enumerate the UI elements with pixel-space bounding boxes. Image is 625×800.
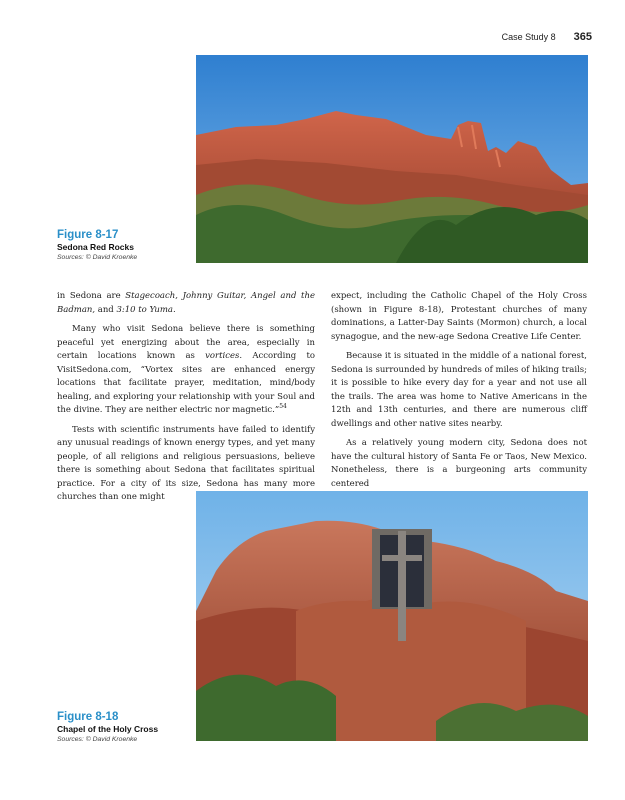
movie-titles: Stagecoach, Johnny Guitar, Angel and the Badman, [57, 291, 315, 315]
figure-label: Figure 8-17 [57, 229, 119, 241]
text-run: Many who visit Sedona believe there is something peaceful yet energizing about the area, especially in certain locations known as [57, 324, 315, 361]
body-column-left [57, 290, 315, 505]
paragraph: expect, including the Catholic Chapel of the Holy Cross (shown in Figure 8-18), Protestant churches of many dominations, a Latter-Day Saints (Mormon) church, a local synagogue, and the new-age Sedona Creative Life Center. [331, 291, 587, 342]
figure-8-18-caption [57, 711, 187, 744]
paragraph: Because it is situated in the middle of a national forest, Sedona is surrounded by hundreds of miles of hiking trails; it is possible to hike every day for a year and not use all the trails. The area was home to Native Americans in the 12th and 13th centuries, and there are numerous cliff dwellings and other native sites nearby. [331, 351, 587, 429]
text-run: and [95, 304, 117, 315]
figure-title: Sedona Red Rocks [57, 242, 134, 252]
figure-title: Chapel of the Holy Cross [57, 724, 159, 734]
chapel-illustration [196, 491, 588, 741]
paragraph [57, 290, 315, 317]
page-header [502, 31, 592, 43]
text-run: in Sedona are [57, 291, 126, 301]
red-rocks-illustration [196, 55, 588, 263]
figure-source: Sources: © David Kroenke [57, 254, 138, 261]
body-column-right [331, 290, 587, 491]
paragraph [57, 323, 315, 418]
paragraph: Tests with scientific instruments have failed to identify any unusual readings of known energy types, and yet many people, of all religions and religious persuasions, believe there is something about Sedona that facilitates spiritual practice. For a city of its size, Sedona has many more churches than one might [57, 424, 315, 502]
term-vortices: vortices [205, 351, 240, 361]
text-run: . According to VisitSedona.com, “Vortex sites are enhanced energy locations that facilitate prayer, meditation, mind/body healing, and exploring your relationship with your Soul and the divine. They are neither electric nor magnetic.” [57, 351, 315, 415]
text-run: . [172, 304, 176, 315]
figure-source: Sources: © David Kroenke [57, 736, 138, 743]
chapel-of-holy-cross-photo [196, 491, 588, 741]
section-title: Case Study 8 [501, 32, 556, 42]
figure-label: Figure 8-18 [57, 711, 119, 723]
sedona-red-rocks-photo [196, 55, 588, 263]
page-number: 365 [573, 31, 592, 43]
movie-title: 3:10 to Yuma [116, 304, 173, 315]
paragraph: As a relatively young modern city, Sedona does not have the cultural history of Santa Fe or Taos, New Mexico. Nonetheless, there is a burgeoning arts community centered [331, 438, 587, 489]
footnote-ref: 54 [279, 403, 287, 411]
figure-8-17-caption [57, 229, 187, 262]
